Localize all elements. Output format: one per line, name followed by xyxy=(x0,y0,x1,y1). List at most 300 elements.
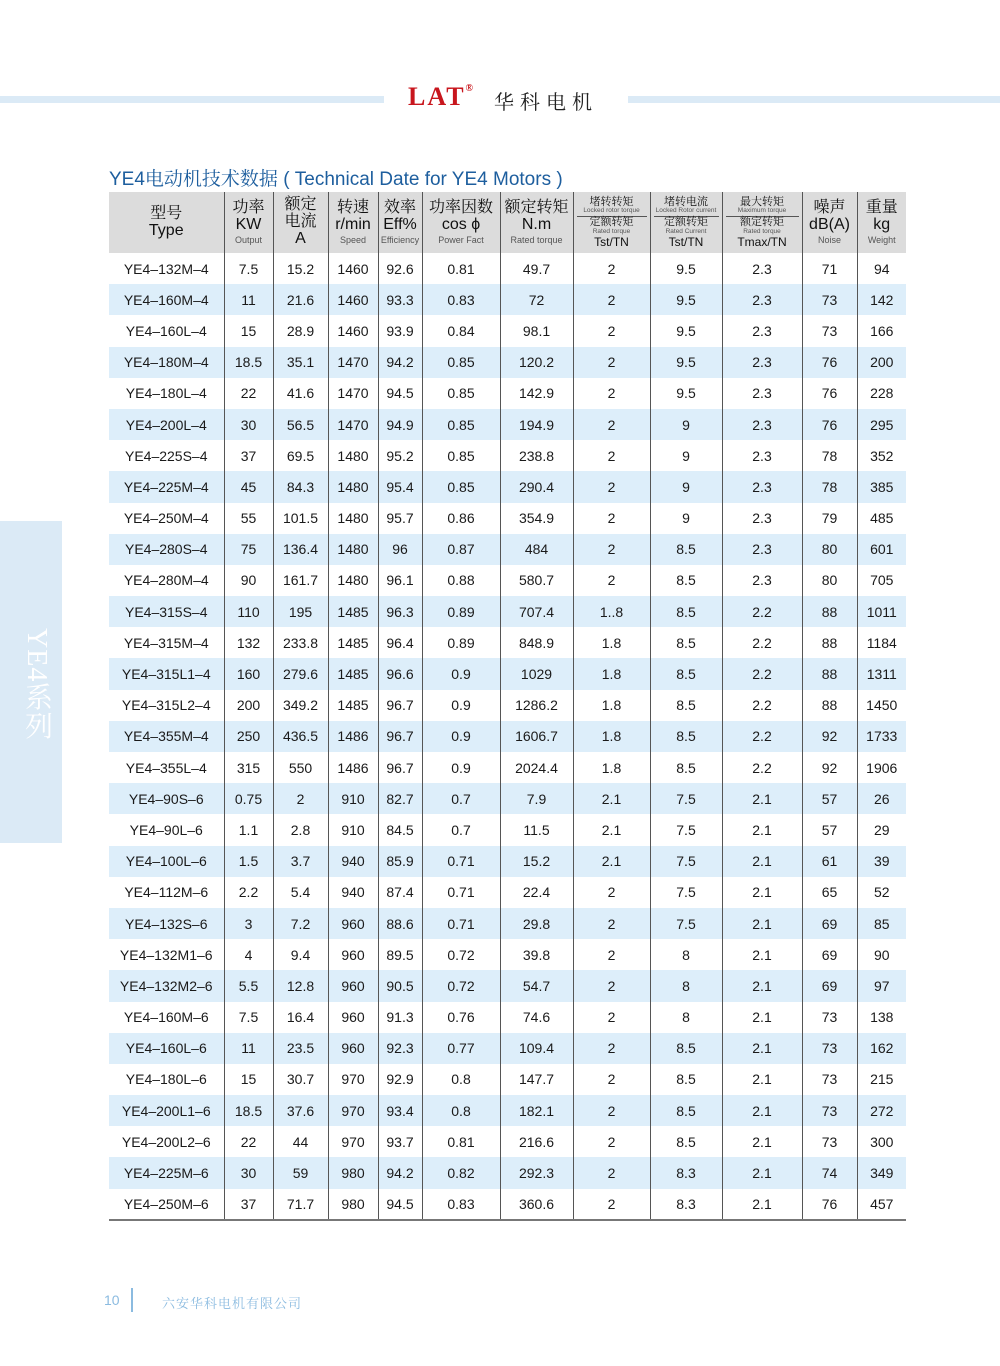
table-cell: 93.4 xyxy=(378,1095,422,1126)
table-cell: 8.5 xyxy=(650,721,722,752)
table-cell: 2.1 xyxy=(722,1064,802,1095)
table-cell: 2 xyxy=(573,1002,650,1033)
table-cell: 162 xyxy=(870,1040,894,1057)
table-cell: 136.4 xyxy=(273,534,328,565)
table-row xyxy=(109,347,906,378)
header-rule-right xyxy=(628,96,1000,103)
table-row xyxy=(109,1033,906,1064)
table-cell: 59 xyxy=(273,1157,328,1188)
table-cell: 848.9 xyxy=(500,627,573,658)
table-cell: 0.9 xyxy=(422,690,500,721)
table-cell: 30 xyxy=(224,1157,273,1188)
table-cell: 1485 xyxy=(328,658,378,689)
table-cell: 57 xyxy=(802,814,857,845)
table-cell: 96.7 xyxy=(378,721,422,752)
cell-model: YE4–200L1–6 xyxy=(109,1095,224,1126)
table-cell: 195 xyxy=(273,596,328,627)
table-cell: 18.5 xyxy=(224,347,273,378)
table-cell: 1460 xyxy=(328,284,378,315)
table-cell: 54.7 xyxy=(500,970,573,1001)
table-cell: 61 xyxy=(802,846,857,877)
table-cell: 95.4 xyxy=(378,471,422,502)
table-cell: 354.9 xyxy=(500,503,573,534)
table-cell: 1470 xyxy=(328,409,378,440)
table-cell: 9 xyxy=(650,471,722,502)
table-cell: 85 xyxy=(873,915,890,932)
table-cell: 2 xyxy=(573,908,650,939)
table-cell: 1906 xyxy=(866,759,898,776)
cell-model: YE4–160L–4 xyxy=(109,315,224,346)
table-cell: 2.2 xyxy=(722,627,802,658)
table-row xyxy=(109,970,906,1001)
table-cell: 2 xyxy=(573,970,650,1001)
table-cell: 960 xyxy=(328,970,378,1001)
table-cell: 0.81 xyxy=(422,1126,500,1157)
table-cell: 980 xyxy=(328,1189,378,1220)
table-cell: 1606.7 xyxy=(500,721,573,752)
table-cell: 910 xyxy=(328,814,378,845)
table-cell: 2.3 xyxy=(722,409,802,440)
table-cell: 8.5 xyxy=(650,1095,722,1126)
col-power-factor: 功率因数 cos ϕ Power Fact xyxy=(422,192,500,253)
table-cell: 79 xyxy=(802,503,857,534)
table-cell: 7.5 xyxy=(650,814,722,845)
table-row xyxy=(109,752,906,783)
cell-model: YE4–132S–6 xyxy=(109,908,224,939)
table-cell: 960 xyxy=(328,939,378,970)
table-cell: 69 xyxy=(802,908,857,939)
table-cell: 272 xyxy=(870,1102,894,1119)
table-cell: 82.7 xyxy=(378,783,422,814)
table-cell: 0.85 xyxy=(422,440,500,471)
table-cell: 166 xyxy=(870,322,894,339)
table-cell: 8.5 xyxy=(650,596,722,627)
table-cell: 485 xyxy=(870,510,894,527)
table-row xyxy=(109,440,906,471)
cell-model: YE4–225S–4 xyxy=(109,440,224,471)
table-cell: 8.5 xyxy=(650,627,722,658)
table-cell: 0.85 xyxy=(422,409,500,440)
table-cell: 1011 xyxy=(866,603,897,620)
table-cell: 0.9 xyxy=(422,721,500,752)
table-cell: 142.9 xyxy=(500,378,573,409)
table-cell: 97 xyxy=(873,977,890,994)
table-cell: 228 xyxy=(870,385,894,402)
table-row xyxy=(109,1064,906,1095)
table-cell: 0.71 xyxy=(422,908,500,939)
table-cell: 2.2 xyxy=(722,596,802,627)
cell-model: YE4–132M1–6 xyxy=(109,939,224,970)
table-cell: 87.4 xyxy=(378,877,422,908)
table-cell: 960 xyxy=(328,1033,378,1064)
cell-model: YE4–280S–4 xyxy=(109,534,224,565)
table-cell: 85.9 xyxy=(378,846,422,877)
table-cell: 8.5 xyxy=(650,752,722,783)
table-cell: 12.8 xyxy=(273,970,328,1001)
table-cell: 0.85 xyxy=(422,378,500,409)
table-cell: 970 xyxy=(328,1095,378,1126)
table-cell: 15 xyxy=(224,1064,273,1095)
table-cell: 44 xyxy=(273,1126,328,1157)
table-cell: 0.77 xyxy=(422,1033,500,1064)
table-cell: 96.1 xyxy=(378,565,422,596)
table-cell: 2 xyxy=(573,1157,650,1188)
table-cell: 142 xyxy=(870,291,894,308)
table-cell: 1184 xyxy=(866,634,897,651)
table-cell: 1480 xyxy=(328,534,378,565)
table-cell: 940 xyxy=(328,846,378,877)
cell-model: YE4–200L–4 xyxy=(109,409,224,440)
table-cell: 35.1 xyxy=(273,347,328,378)
table-cell: 94.2 xyxy=(378,347,422,378)
table-cell: 1485 xyxy=(328,627,378,658)
table-cell: 360.6 xyxy=(500,1189,573,1220)
table-cell: 970 xyxy=(328,1064,378,1095)
table-cell: 96 xyxy=(378,534,422,565)
table-row xyxy=(109,814,906,845)
table-cell: 72 xyxy=(500,284,573,315)
table-cell: 2 xyxy=(573,503,650,534)
table-cell: 94.5 xyxy=(378,1189,422,1220)
table-cell: 73 xyxy=(802,284,857,315)
table-cell: 2.1 xyxy=(573,846,650,877)
table-cell: 90 xyxy=(224,565,273,596)
cell-model: YE4–315M–4 xyxy=(109,627,224,658)
table-cell: 96.4 xyxy=(378,627,422,658)
table-row xyxy=(109,1095,906,1126)
table-cell: 88 xyxy=(802,627,857,658)
table-cell: 0.75 xyxy=(224,783,273,814)
cell-model: YE4–250M–6 xyxy=(109,1189,224,1220)
table-cell: 15 xyxy=(224,315,273,346)
table-cell: 9.5 xyxy=(650,347,722,378)
table-cell: 5.5 xyxy=(224,970,273,1001)
table-cell: 29 xyxy=(873,821,890,838)
table-cell: 385 xyxy=(870,478,894,495)
cell-model: YE4–315L1–4 xyxy=(109,658,224,689)
table-cell: 75 xyxy=(224,534,273,565)
table-cell: 76 xyxy=(802,1189,857,1220)
table-cell: 65 xyxy=(802,877,857,908)
table-cell: 56.5 xyxy=(273,409,328,440)
table-cell: 457 xyxy=(870,1195,894,1212)
table-cell: 0.89 xyxy=(422,596,500,627)
table-cell: 2 xyxy=(573,284,650,315)
series-label: YE4系列 xyxy=(21,628,52,741)
table-cell: 2 xyxy=(573,471,650,502)
table-cell: 8 xyxy=(650,1002,722,1033)
table-cell: 11 xyxy=(224,284,273,315)
table-cell: 2.1 xyxy=(573,814,650,845)
table-cell: 8.5 xyxy=(650,534,722,565)
cell-model: YE4–250M–4 xyxy=(109,503,224,534)
table-cell: 1470 xyxy=(328,378,378,409)
cell-model: YE4–200L2–6 xyxy=(109,1126,224,1157)
table-cell: 84.5 xyxy=(378,814,422,845)
table-cell: 279.6 xyxy=(273,658,328,689)
table-cell: 18.5 xyxy=(224,1095,273,1126)
table-cell: 1470 xyxy=(328,347,378,378)
table-cell: 92.9 xyxy=(378,1064,422,1095)
footer-company: 六安华科电机有限公司 xyxy=(162,1296,303,1311)
table-cell: 7.5 xyxy=(650,908,722,939)
table-cell: 233.8 xyxy=(273,627,328,658)
table-cell: 132 xyxy=(224,627,273,658)
table-cell: 2.1 xyxy=(722,1189,802,1220)
table-row xyxy=(109,783,906,814)
cell-model: YE4–112M–6 xyxy=(109,877,224,908)
table-cell: 2 xyxy=(573,939,650,970)
table-cell: 484 xyxy=(500,534,573,565)
table-cell: 22.4 xyxy=(500,877,573,908)
table-cell: 0.88 xyxy=(422,565,500,596)
table-cell: 0.72 xyxy=(422,939,500,970)
table-cell: 22 xyxy=(224,1126,273,1157)
table-cell: 90 xyxy=(873,946,890,963)
table-cell: 1.8 xyxy=(573,690,650,721)
table-row xyxy=(109,690,906,721)
table-cell: 2 xyxy=(573,1126,650,1157)
table-cell: 2.3 xyxy=(722,534,802,565)
col-noise: 噪声 dB(A) Noise xyxy=(802,192,857,253)
table-cell: 8.5 xyxy=(650,1033,722,1064)
table-cell: 8.3 xyxy=(650,1189,722,1220)
table-title: YE4电动机技术数据 ( Technical Date for YE4 Motors ) xyxy=(109,169,563,190)
table-cell: 2.1 xyxy=(722,1095,802,1126)
table-cell: 4 xyxy=(224,939,273,970)
table-cell: 110 xyxy=(224,596,273,627)
table-row xyxy=(109,1189,906,1220)
table-cell: 1480 xyxy=(328,440,378,471)
table-cell: 55 xyxy=(224,503,273,534)
table-cell: 1.8 xyxy=(573,721,650,752)
table-row xyxy=(109,658,906,689)
table-cell: 2.3 xyxy=(722,347,802,378)
cell-model: YE4–160M–4 xyxy=(109,284,224,315)
table-cell: 84.3 xyxy=(273,471,328,502)
table-cell: 2.1 xyxy=(722,1126,802,1157)
table-cell: 52 xyxy=(873,884,890,901)
table-cell: 0.83 xyxy=(422,1189,500,1220)
cell-model: YE4–90L–6 xyxy=(109,814,224,845)
table-cell: 2 xyxy=(573,1189,650,1220)
table-cell: 2 xyxy=(573,1064,650,1095)
table-cell: 215 xyxy=(870,1071,894,1088)
table-cell: 1.8 xyxy=(573,752,650,783)
table-cell: 96.7 xyxy=(378,752,422,783)
table-cell: 89.5 xyxy=(378,939,422,970)
table-cell: 161.7 xyxy=(273,565,328,596)
technical-data-table xyxy=(109,192,906,1221)
table-row xyxy=(109,939,906,970)
table-cell: 0.84 xyxy=(422,315,500,346)
table-row xyxy=(109,627,906,658)
table-cell: 1.5 xyxy=(224,846,273,877)
table-cell: 37 xyxy=(224,440,273,471)
table-cell: 73 xyxy=(802,1095,857,1126)
table-cell: 2.1 xyxy=(722,1033,802,1064)
table-cell: 80 xyxy=(802,534,857,565)
table-cell: 93.7 xyxy=(378,1126,422,1157)
table-cell: 7.2 xyxy=(273,908,328,939)
table-cell: 2.2 xyxy=(722,658,802,689)
table-cell: 250 xyxy=(224,721,273,752)
cell-model: YE4–225M–6 xyxy=(109,1157,224,1188)
table-cell: 90.5 xyxy=(378,970,422,1001)
table-cell: 2.3 xyxy=(722,565,802,596)
table-cell: 7.5 xyxy=(650,877,722,908)
table-cell: 0.85 xyxy=(422,471,500,502)
table-cell: 29.8 xyxy=(500,908,573,939)
table-cell: 0.9 xyxy=(422,658,500,689)
table-row xyxy=(109,409,906,440)
table-row xyxy=(109,315,906,346)
table-cell: 30.7 xyxy=(273,1064,328,1095)
table-cell: 940 xyxy=(328,877,378,908)
table-cell: 1480 xyxy=(328,503,378,534)
table-cell: 2 xyxy=(573,409,650,440)
header-rule-left xyxy=(0,96,384,103)
table-cell: 7.9 xyxy=(500,783,573,814)
table-cell: 9.5 xyxy=(650,378,722,409)
table-cell: 0.8 xyxy=(422,1095,500,1126)
table-cell: 11.5 xyxy=(500,814,573,845)
table-cell: 80 xyxy=(802,565,857,596)
table-cell: 1486 xyxy=(328,752,378,783)
table-cell: 69 xyxy=(802,939,857,970)
table-cell: 88 xyxy=(802,596,857,627)
table-cell: 0.85 xyxy=(422,347,500,378)
table-cell: 1460 xyxy=(328,315,378,346)
col-locked-current-ratio: 堵转电流 Locked Rotor current 定额转矩 Rated Current Tst/TN xyxy=(650,192,722,253)
cell-model: YE4–315L2–4 xyxy=(109,690,224,721)
table-row xyxy=(109,1002,906,1033)
col-current: 额定 电流 A xyxy=(273,192,328,253)
table-cell: 7.5 xyxy=(650,783,722,814)
table-cell: 9.5 xyxy=(650,284,722,315)
table-cell: 0.87 xyxy=(422,534,500,565)
cell-model: YE4–90S–6 xyxy=(109,783,224,814)
table-cell: 96.6 xyxy=(378,658,422,689)
table-cell: 88 xyxy=(802,690,857,721)
table-cell: 8.5 xyxy=(650,565,722,596)
table-cell: 0.82 xyxy=(422,1157,500,1188)
table-cell: 37 xyxy=(224,1189,273,1220)
table-cell: 295 xyxy=(870,416,894,433)
table-cell: 92 xyxy=(802,752,857,783)
table-cell: 69.5 xyxy=(273,440,328,471)
table-cell: 0.9 xyxy=(422,752,500,783)
table-cell: 0.8 xyxy=(422,1064,500,1095)
table-cell: 2 xyxy=(573,440,650,471)
cell-model: YE4–225M–4 xyxy=(109,471,224,502)
table-header-row xyxy=(109,192,906,253)
cell-model: YE4–160L–6 xyxy=(109,1033,224,1064)
table-row xyxy=(109,721,906,752)
table-cell: 1485 xyxy=(328,690,378,721)
table-cell: 2 xyxy=(573,378,650,409)
table-cell: 980 xyxy=(328,1157,378,1188)
table-cell: 9.4 xyxy=(273,939,328,970)
table-cell: 315 xyxy=(224,752,273,783)
table-cell: 1311 xyxy=(866,666,897,683)
table-cell: 8.5 xyxy=(650,1126,722,1157)
cell-model: YE4–355M–4 xyxy=(109,721,224,752)
table-cell: 2.3 xyxy=(722,315,802,346)
table-row xyxy=(109,471,906,502)
col-rated-torque: 额定转矩 N.m Rated torque xyxy=(500,192,573,253)
col-locked-torque-ratio: 堵转转矩 Locked rotor torque 定额转矩 Rated torque Tst/TN xyxy=(573,192,650,253)
table-row xyxy=(109,284,906,315)
table-row xyxy=(109,1126,906,1157)
table-cell: 707.4 xyxy=(500,596,573,627)
table-cell: 15.2 xyxy=(500,846,573,877)
table-cell: 88 xyxy=(802,658,857,689)
table-cell: 109.4 xyxy=(500,1033,573,1064)
table-cell: 45 xyxy=(224,471,273,502)
table-cell: 2.1 xyxy=(722,939,802,970)
table-cell: 2.3 xyxy=(722,284,802,315)
table-row xyxy=(109,877,906,908)
table-cell: 0.7 xyxy=(422,783,500,814)
table-cell: 580.7 xyxy=(500,565,573,596)
table-cell: 39 xyxy=(873,853,890,870)
table-cell: 2 xyxy=(573,1033,650,1064)
table-cell: 8.5 xyxy=(650,1064,722,1095)
table-cell: 9.5 xyxy=(650,315,722,346)
table-cell: 71 xyxy=(802,253,857,284)
table-cell: 94.5 xyxy=(378,378,422,409)
table-cell: 26 xyxy=(873,790,890,807)
table-cell: 2.2 xyxy=(722,752,802,783)
table-cell: 2.3 xyxy=(722,503,802,534)
table-cell: 11 xyxy=(224,1033,273,1064)
table-cell: 9.5 xyxy=(650,253,722,284)
table-cell: 16.4 xyxy=(273,1002,328,1033)
table-cell: 1485 xyxy=(328,596,378,627)
table-row xyxy=(109,253,906,284)
table-cell: 120.2 xyxy=(500,347,573,378)
table-cell: 76 xyxy=(802,347,857,378)
table-cell: 96.7 xyxy=(378,690,422,721)
table-cell: 92 xyxy=(802,721,857,752)
table-cell: 93.9 xyxy=(378,315,422,346)
table-cell: 2 xyxy=(573,534,650,565)
table-cell: 1..8 xyxy=(573,596,650,627)
table-cell: 2 xyxy=(573,347,650,378)
table-cell: 216.6 xyxy=(500,1126,573,1157)
table-cell: 94.2 xyxy=(378,1157,422,1188)
table-cell: 2 xyxy=(573,565,650,596)
table-cell: 2.1 xyxy=(722,814,802,845)
table-cell: 2.3 xyxy=(722,253,802,284)
table-cell: 94 xyxy=(873,260,890,277)
table-cell: 601 xyxy=(870,541,894,558)
table-cell: 2.1 xyxy=(722,1157,802,1188)
brand-logo: LAT® xyxy=(408,82,474,111)
table-cell: 76 xyxy=(802,378,857,409)
table-cell: 0.71 xyxy=(422,846,500,877)
table-row xyxy=(109,596,906,627)
table-cell: 2.2 xyxy=(722,690,802,721)
cell-model: YE4–100L–6 xyxy=(109,846,224,877)
col-output: 功率 KW Output xyxy=(224,192,273,253)
table-cell: 2.1 xyxy=(722,908,802,939)
table-cell: 93.3 xyxy=(378,284,422,315)
table-cell: 182.1 xyxy=(500,1095,573,1126)
cell-model: YE4–132M2–6 xyxy=(109,970,224,1001)
table-cell: 1286.2 xyxy=(500,690,573,721)
